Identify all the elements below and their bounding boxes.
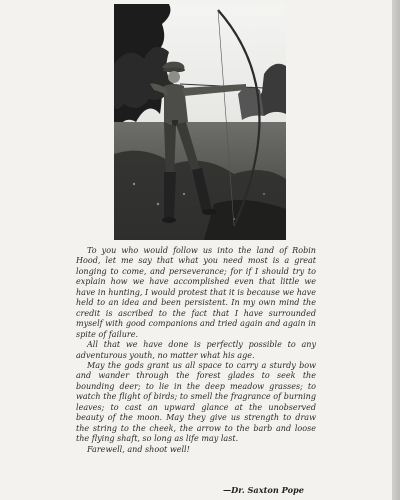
archer-photo-illustration: [114, 4, 286, 240]
paragraph: To you who would follow us into the land of Robin Hood, let me say that what you need most is a great longing to come, and perseverance; for if I should try to explain how we have accomplished even that little we have in hunting, I would protest that it is because we have held to an idea and been persistent. In my own mind the credit is ascribed to the fact that I have surrounded myself with good companions and tried again and again in spite of failure.: [76, 246, 316, 339]
paragraph: May the gods grant us all space to carry a sturdy bow and wander through the forest glades to seek the bounding deer; to lie in the deep meadow grasses; to watch the flight of birds; to smell the fragrance of burning leaves; to cast an upward glance at the unobserved beauty of the moon. May they give us strength to draw the string to the cheek, the arrow to the barb and loose the flying shaft, so long as life may last.: [76, 360, 316, 444]
paragraph: Farewell, and shoot well!: [87, 444, 190, 454]
archer-photo: [114, 4, 286, 240]
author-signature: —Dr. Saxton Pope: [222, 485, 304, 495]
page-edge: [392, 0, 400, 500]
closing-text: [76, 246, 316, 455]
paragraph: All that we have done is perfectly possible to any adventurous youth, no matter what his age.: [76, 340, 316, 360]
